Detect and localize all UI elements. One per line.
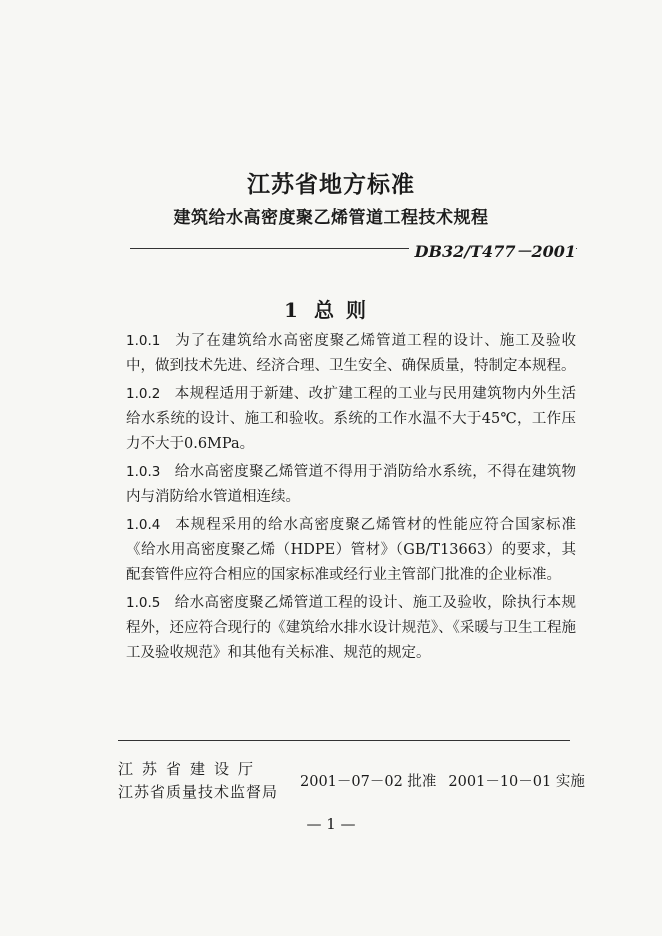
- document-title: 江苏省地方标准: [247, 171, 415, 198]
- clause-number: 1.0.1: [126, 333, 161, 349]
- clause-text: 本规程采用的给水高密度聚乙烯管材的性能应符合国家标准《给水用高密度聚乙烯（HDPE）管材》（GB/T13663）的要求，其配套管件应符合相应的国家标准或经行业主管部门批准的企业标准。: [126, 517, 576, 583]
- standard-code: DB32/T477－2001: [409, 239, 576, 262]
- clause-list: [126, 329, 576, 669]
- clause-text: 为了在建筑给水高密度聚乙烯管道工程的设计、施工及验收中，做到技术先进、经济合理、卫生安全、确保质量，特制定本规程。: [126, 333, 576, 374]
- issuer-quality-bureau: 江苏省质量技术监督局: [118, 783, 279, 801]
- chapter-number: 1: [284, 298, 300, 322]
- document-subtitle: 建筑给水高密度聚乙烯管道工程技术规程: [173, 208, 489, 228]
- clause-text: 给水高密度聚乙烯管道不得用于消防给水系统，不得在建筑物内与消防给水管道相连续。: [126, 464, 576, 505]
- clause-text: 本规程适用于新建、改扩建工程的工业与民用建筑物内外生活给水系统的设计、施工和验收。系统的工作水温不大于45℃，工作压力不大于0.6MPa。: [126, 386, 576, 452]
- page-number: — 1 —: [306, 815, 356, 833]
- issuer-construction-dept: 江苏省建设厅: [118, 760, 263, 778]
- clause-text: 给水高密度聚乙烯管道工程的设计、施工及验收，除执行本规程外，还应符合现行的《建筑给水排水设计规范》、《采暖与卫生工程施工及验收规范》和其他有关标准、规范的规定。: [126, 595, 576, 661]
- clause-number: 1.0.5: [126, 595, 161, 611]
- clause-1-0-3: [126, 460, 576, 510]
- clause-number: 1.0.3: [126, 464, 161, 480]
- approval-date: 2001－07－02 批准: [300, 774, 437, 790]
- chapter-name: 总则: [313, 298, 378, 322]
- clause-1-0-2: [126, 382, 576, 457]
- clause-number: 1.0.4: [126, 517, 161, 533]
- effective-date: 2001－10－01 实施: [448, 774, 585, 790]
- clause-1-0-4: [126, 513, 576, 588]
- issue-dates: [300, 770, 597, 791]
- footer-divider: [118, 740, 570, 741]
- clause-1-0-1: [126, 329, 576, 379]
- chapter-heading: [0, 294, 662, 323]
- clause-1-0-5: [126, 591, 576, 666]
- clause-number: 1.0.2: [126, 386, 161, 402]
